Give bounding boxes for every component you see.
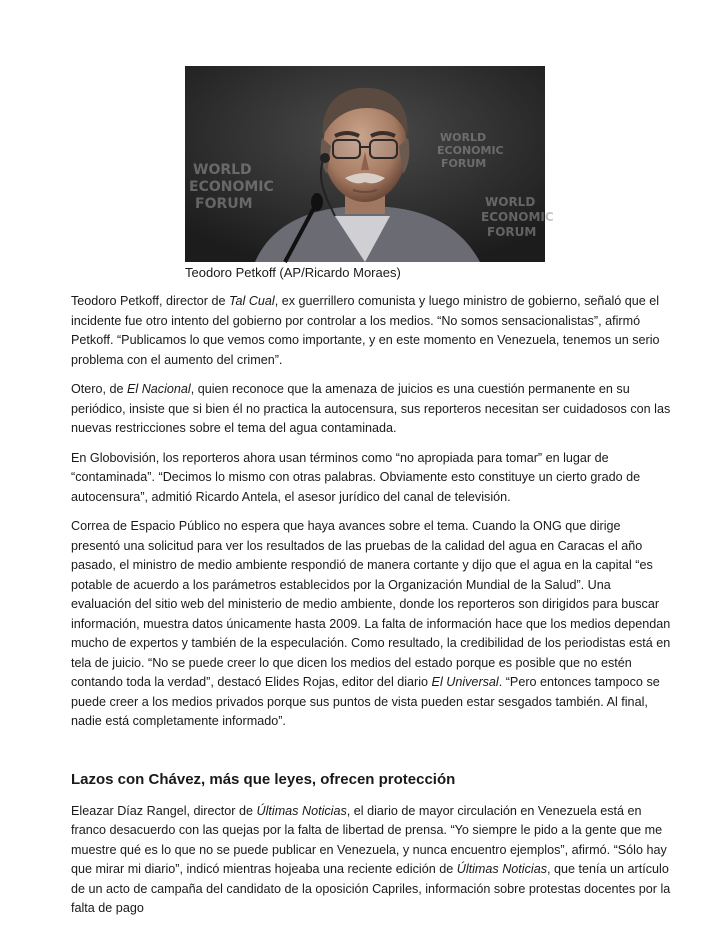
text-run: En Globovisión, los reporteros ahora usan términos como “no apropiada para tomar” en lugar de “contaminada”. “Decimos lo mismo con otras palabras. Obviamente esto constituye un cierto grado de autocensura”, admitió Ricardo Antela, el asesor jurídico del canal de televisión. — [71, 450, 641, 504]
publication-name: Tal Cual — [228, 294, 275, 308]
svg-text:ECONOMIC: ECONOMIC — [437, 144, 504, 157]
publication-name: Últimas Noticias — [456, 862, 547, 876]
svg-text:WORLD: WORLD — [485, 195, 536, 209]
svg-text:FORUM: FORUM — [441, 157, 487, 170]
text-run: , quien reconoce que la amenaza de juicios es una cuestión permanente en su periódico, insiste que si bien él no practica la autocensura, sus reporteros necesitan ser cuidadosos con las nuevas restricciones sobre el tema del agua contaminada. — [71, 382, 671, 435]
text-run: , el diario de mayor circulación en Venezuela está en franco desacuerdo con las quejas por la falta de libertad de prensa. “Yo siempre le pido a la gente que me muestre qué es lo que no se puede publicar en Venezuela, y nunca encuentro ejemplos”, afirmó. “Sólo hay que mirar mi diario”, indicó mientras hojeaba una reciente edición de — [71, 803, 667, 876]
paragraph — [71, 449, 671, 508]
paragraph — [71, 380, 671, 439]
text-run: , ex guerrillero comunista y luego ministro de gobierno, señaló que el incidente fue otro intento del gobierno por controlar a los medios. “No somos sensacionalistas”, afirmó Petkoff. “Publicamos lo que vemos como importante, y en este momento en Venezuela, tenemos un serio problema con el aumento del crimen”. — [71, 294, 660, 367]
paragraph — [71, 802, 671, 919]
svg-text:WORLD: WORLD — [440, 131, 487, 144]
publication-name: Últimas Noticias — [256, 803, 347, 818]
text-run: Otero, de — [71, 382, 128, 396]
article-photo — [185, 66, 554, 262]
publication-name: El Nacional — [127, 382, 191, 396]
section-paragraphs — [71, 802, 671, 919]
text-run: Eleazar Díaz Rangel, director de — [71, 803, 257, 818]
text-run: Teodoro Petkoff, director de — [71, 294, 229, 308]
svg-text:WORLD: WORLD — [193, 162, 252, 178]
section-heading: Lazos con Chávez, más que leyes, ofrecen protección — [71, 770, 456, 788]
article-paragraphs — [71, 292, 671, 732]
photo-caption: Teodoro Petkoff (AP/Ricardo Moraes) — [185, 265, 401, 280]
text-run: Correa de Espacio Público no espera que haya avances sobre el tema. Cuando la ONG que dirige presentó una solicitud para ver los resultados de las pruebas de la calidad del agua en Caracas el año pasado, el ministro de medio ambiente respondió de manera cortante y dijo que el agua en la capital “es potable de acuerdo a los parámetros establecidos por la Organización Mundial de la Salud”. Una evaluación del sitio web del ministerio de medio ambiente, donde los reporteros son dirigidos para buscar información, muestra datos únicamente hasta 2009. La falta de información hace que los medios dependan mucho de expertos y también de la especulación. Como resultado, la credibilidad de los periodistas está en tela de juicio. “No se puede creer lo que dicen los medios del estado porque es posible que no estén contando toda la verdad”, destacó Elides Rojas, editor del diario — [71, 519, 671, 689]
svg-text:ECONOMIC: ECONOMIC — [189, 179, 274, 195]
photo-illustration — [185, 66, 554, 262]
svg-text:ECONOMIC: ECONOMIC — [481, 210, 554, 224]
article-body — [71, 292, 671, 929]
paragraph — [71, 517, 671, 732]
text-run: . “Pero entonces tampoco se puede creer a los medios privados porque sus puntos de vista pueden estar sesgados también. Al final, nadie está completamente informado”. — [71, 675, 660, 728]
publication-name: El Universal — [431, 675, 499, 689]
paragraph — [71, 292, 671, 370]
text-run: , que tenía un artículo de un acto de campaña del candidato de la oposición Capriles, información sobre protestas docentes por la falta de pago — [71, 862, 671, 915]
svg-text:FORUM: FORUM — [487, 225, 537, 239]
svg-text:FORUM: FORUM — [195, 196, 253, 212]
